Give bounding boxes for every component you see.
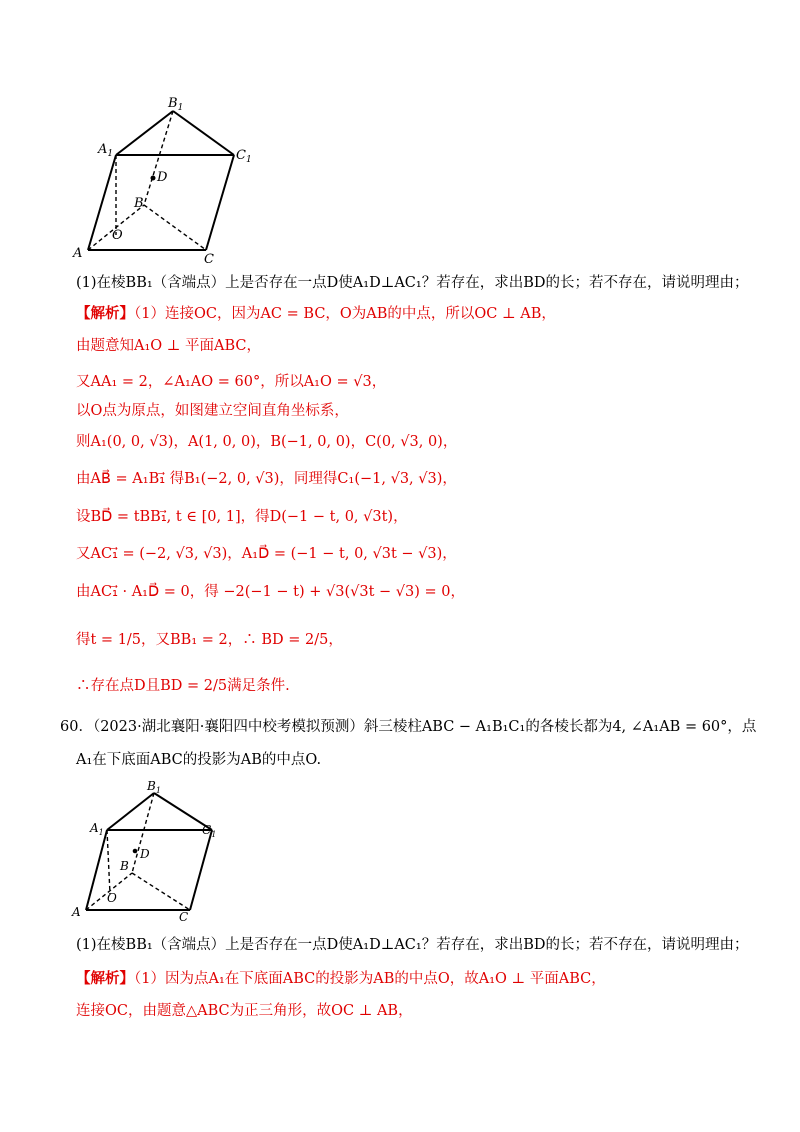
label-A1: $A_1$ <box>90 821 104 837</box>
label-D: D <box>140 847 150 861</box>
question-60: (1)在棱BB₁（含端点）上是否存在一点D使A₁D⊥AC₁？若存在，求出BD的长；若不存在，请说明理由； <box>76 937 749 953</box>
solution-60-line-1: 连接OC，由题意△ABC为正三角形，故OC ⊥ AB， <box>76 1003 413 1019</box>
solution-59-line-5: 由AB⃗ = A₁B₁⃗ 得B₁(−2, 0, √3)，同理得C₁(−1, √3, √3)， <box>76 471 457 487</box>
prism-figure-1 <box>70 95 270 265</box>
solution-59-line-0: 【解析】（1）连接OC，因为AC = BC，O为AB的中点，所以OC ⊥ AB， <box>76 305 556 322</box>
question-59: (1)在棱BB₁（含端点）上是否存在一点D使A₁D⊥AC₁？若存在，求出BD的长；若不存在，请说明理由； <box>76 275 749 291</box>
solution-59-line-4: 则A₁(0, 0, √3)，A(1, 0, 0)，B(−1, 0, 0)，C(0, √3, 0)， <box>76 434 458 450</box>
solution-59-line-2: 又AA₁ = 2，∠A₁AO = 60°，所以A₁O = √3， <box>76 374 387 390</box>
solution-59-line-6: 设BD⃗ = tBB₁⃗, t ∈ [0, 1]，得D(−1 − t, 0, √3t)， <box>76 509 408 525</box>
label-C: C <box>204 252 214 267</box>
label-C: C <box>179 910 189 924</box>
label-A: A <box>73 246 83 261</box>
solution-59-line-10: ∴存在点D且BD = 2/5满足条件. <box>76 678 290 694</box>
solution-59-line-9: 得t = 1/5，又BB₁ = 2，∴ BD = 2/5， <box>76 632 343 648</box>
solution-tag: 【解析】 <box>76 305 134 322</box>
label-B: B <box>120 859 129 873</box>
label-B: B <box>134 196 144 211</box>
solution-59-line-8: 由AC₁⃗ · A₁D⃗ = 0，得 −2(−1 − t) + √3(√3t − √3) = 0， <box>76 584 465 600</box>
solution-tag: 【解析】 <box>76 970 134 987</box>
solution-59-line-7: 又AC₁⃗ = (−2, √3, √3)，A₁D⃗ = (−1 − t, 0, √3t − √3)， <box>76 546 457 562</box>
label-A: A <box>72 905 81 919</box>
solution-59-line-1: 由题意知A₁O ⊥ 平面ABC， <box>76 338 262 354</box>
label-O: O <box>112 228 123 243</box>
label-C1: $C_1$ <box>202 823 217 839</box>
solution-60-line-0: 【解析】（1）因为点A₁在下底面ABC的投影为AB的中点O，故A₁O ⊥ 平面ABC， <box>76 970 606 987</box>
label-D: D <box>157 170 168 185</box>
label-B1: $B_1$ <box>147 779 161 795</box>
label-C1: $C_1$ <box>236 148 252 165</box>
label-B1: $B_1$ <box>168 96 184 113</box>
solution-59-line-3: 以O点为原点，如图建立空间直角坐标系， <box>76 403 349 419</box>
problem-60-stem-line-2: A₁在下底面ABC的投影为AB的中点O. <box>76 752 322 768</box>
label-O: O <box>107 891 117 905</box>
label-A1: $A_1$ <box>98 142 114 159</box>
problem-60-stem-line-1: 60．（2023·湖北襄阳·襄阳四中校考模拟预测）斜三棱柱ABC − A₁B₁C₁的各棱长都为4, ∠A₁AB = 60°，点 <box>60 719 757 735</box>
prism-figure-2 <box>72 778 242 928</box>
